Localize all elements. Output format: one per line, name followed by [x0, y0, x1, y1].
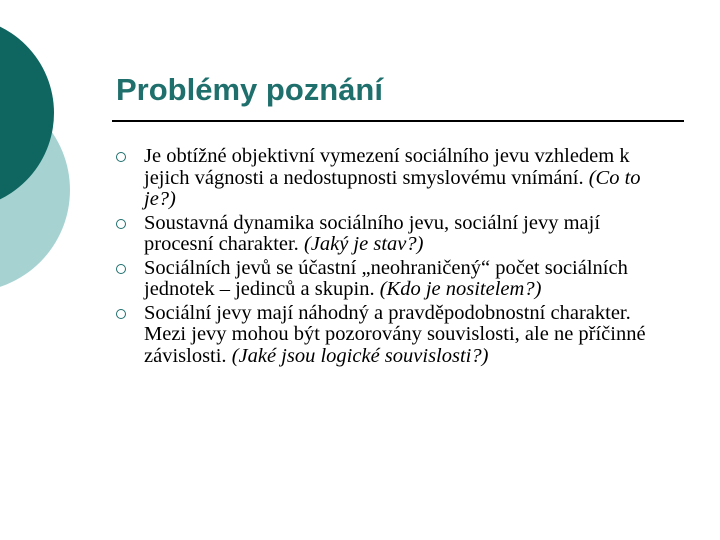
slide-title: Problémy poznání — [116, 72, 383, 107]
bullet-item — [116, 303, 656, 368]
bullet-text: Sociálních jevů se účastní „neohraničený“ počet sociálních jednotek – jedinců a skupin. — [144, 256, 628, 300]
ring-bullet-icon — [116, 264, 126, 274]
bullet-question: (Co to je?) — [144, 166, 641, 210]
bullet-text: Je obtížné objektivní vymezení sociálního jevu vzhledem k jejich vágnosti a nedostupnosti smyslovému vnímání. — [144, 145, 630, 189]
bullet-question: (Kdo je nositelem?) — [379, 278, 542, 300]
bullet-text: Sociální jevy mají náhodný a pravděpodobnostní charakter. Mezi jevy mohou být pozorovány souvislosti, ale ne příčinné závislosti. — [144, 301, 646, 367]
ring-bullet-icon — [116, 152, 126, 162]
ring-bullet-icon — [116, 219, 126, 229]
bullet-question: (Jaké jsou logické souvislosti?) — [231, 344, 489, 367]
bullet-item — [116, 258, 656, 301]
bullet-item — [116, 146, 656, 211]
bullet-text: Soustavná dynamika sociálního jevu, sociální jevy mají procesní charakter. — [144, 211, 601, 255]
bullet-question: (Jaký je stav?) — [303, 233, 424, 255]
title-divider — [112, 120, 684, 122]
bullet-item — [116, 213, 656, 256]
ring-bullet-icon — [116, 309, 126, 319]
bullet-list — [116, 146, 656, 369]
